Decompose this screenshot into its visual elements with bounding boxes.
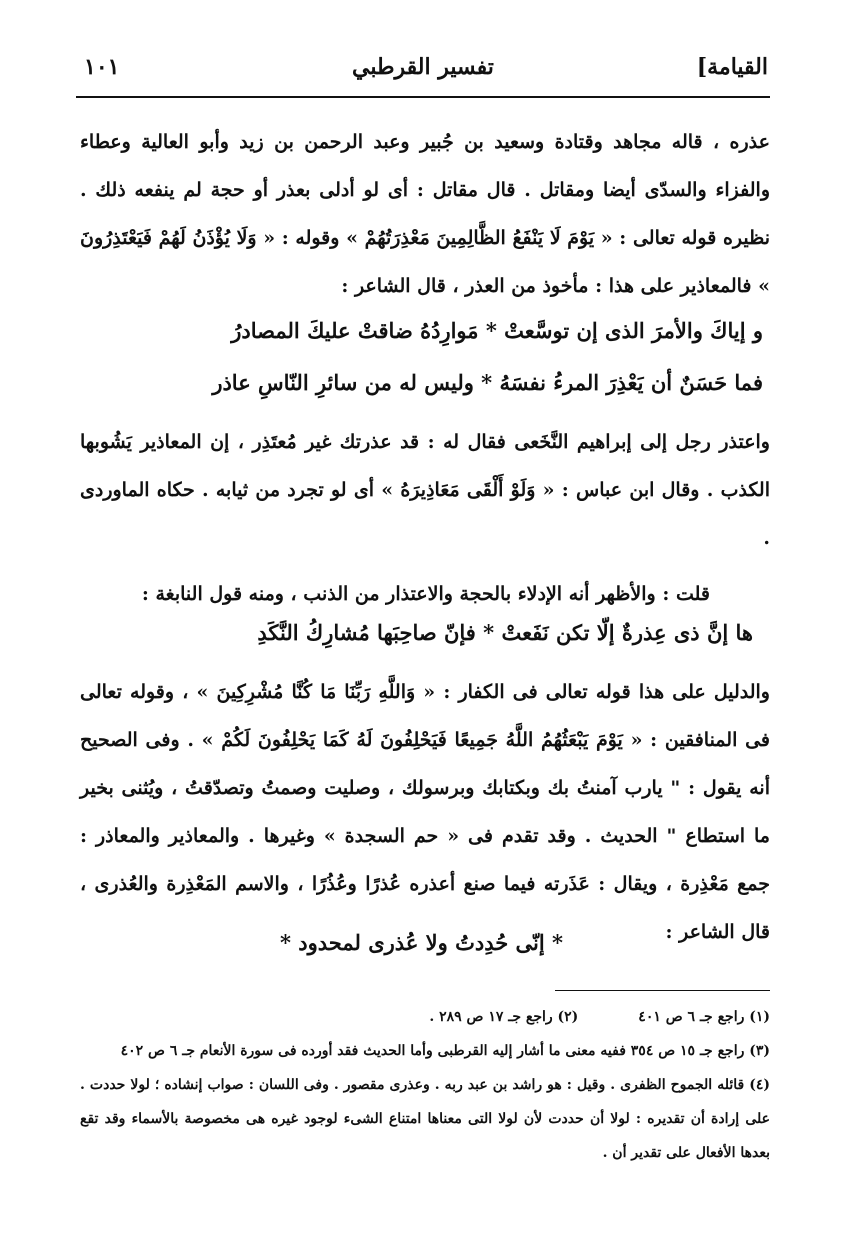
verse-line-2: فما حَسَنٌ أن يَعْذِرَ المرءُ نفسَهُ * وليس له من سائرِ النّاسِ عاذر bbox=[212, 370, 763, 395]
paragraph-1 bbox=[80, 118, 770, 310]
header-rule bbox=[76, 96, 770, 98]
book-title: تفسير القرطبي bbox=[352, 54, 494, 80]
footnote-1: (١) راجع جـ ٦ ص ٤٠١ bbox=[638, 1009, 770, 1025]
paragraph-3 bbox=[80, 570, 770, 618]
paragraph-text: قلت : والأظهر أنه الإدلاء بالحجة والاعتذار من الذنب ، ومنه قول النابغة : bbox=[141, 583, 710, 605]
footnote-2: (٢) راجع جـ ١٧ ص ٢٨٩ . bbox=[429, 1009, 579, 1025]
paragraph-4 bbox=[80, 668, 770, 956]
footnote-rule bbox=[555, 990, 770, 991]
paragraph-text: والدليل على هذا قوله تعالى فى الكفار : « وَاللَّهِ رَبِّنَا مَا كُنَّا مُشْرِكِينَ » ، وقوله تعالى فى المنافقين : « يَوْمَ يَبْعَثُهُمُ اللَّهُ جَمِيعًا فَيَحْلِفُونَ لَهُ كَمَا يَحْلِفُونَ لَكُمْ » . وفى الصحيح أنه يقول : " يارب آمنتُ بك وبكتابك وبرسولك ، وصليت وصمتُ وتصدّقتُ ، ويُثنى بخير ما استطاع " الحديث . وقد تقدم فى « حم السجدة » وغيرها . والمعاذير والمعاذر : جمع مَعْذِرة ، ويقال : عَذَرته فيما صنع أعذره عُذرًا وعُذُرًا ، والاسم المَعْذِرة والعُذرى ، قال الشاعر : bbox=[80, 681, 770, 943]
paragraph-text: واعتذر رجل إلى إبراهيم النَّخَعى فقال له : قد عذرتك غير مُعتَذِر ، إن المعاذير يَشُوبها الكذب . وقال ابن عباس : « وَلَوْ أَلْقَى مَعَاذِيرَهُ » أى لو تجرد من ثيابه . حكاه الماوردى . bbox=[80, 431, 770, 549]
footnote-row-1 bbox=[80, 1000, 770, 1034]
page-header bbox=[78, 48, 768, 94]
verse-line-1: و إياكَ والأمرَ الذى إن توسَّعتْ * مَوارِدُهُ ضاقتْ عليكَ المصادرُ bbox=[231, 318, 763, 343]
paragraph-text: عذره ، قاله مجاهد وقتادة وسعيد بن جُبير وعبد الرحمن بن زيد وأبو العالية وعطاء والفزاء والسدّى أيضا ومقاتل . قال مقاتل : أى لو أدلى بعذر أو حجة لم ينفعه ذلك . نظيره قوله تعالى : « يَوْمَ لَا يَنْفَعُ الظَّالِمِينَ مَعْذِرَتُهُمْ » وقوله : « وَلَا يُؤْذَنُ لَهُمْ فَيَعْتَذِرُونَ » فالمعاذير على هذا : مأخوذ من العذر ، قال الشاعر : bbox=[80, 131, 770, 297]
paragraph-2 bbox=[80, 418, 770, 562]
page-number: ١٠١ bbox=[84, 54, 120, 80]
verse-shahid: * إنّى حُدِدتُ ولا عُذرى لمحدود * bbox=[280, 930, 563, 955]
footnote-4: (٤) قائله الجموح الظفرى . وقيل : هو راشد بن عبد ربه . وعذرى مقصور . وفى اللسان : صواب إنشاده ؛ لولا حددت . على إرادة أن تقديره : لولا أن حددت لأن لولا التى معناها امتناع الشىء لوجود غيره هى مخصوصة بالأسماء وقد تقع بعدها الأفعال على تقدير أن . bbox=[80, 1077, 770, 1161]
footnotes bbox=[80, 1000, 770, 1170]
verse-nabigha: ها إنَّ ذى عِذرةٌ إلّا تكن نَفَعتْ * فإنّ صاحِبَها مُشارِكُ النَّكَدِ bbox=[257, 620, 753, 645]
footnote-3: (٣) راجع جـ ١٥ ص ٣٥٤ ففيه معنى ما أشار إليه القرطبى وأما الحديث فقد أورده فى سورة الأنعام جـ ٦ ص ٤٠٢ bbox=[120, 1043, 770, 1059]
surah-name: القيامة] bbox=[696, 54, 768, 80]
